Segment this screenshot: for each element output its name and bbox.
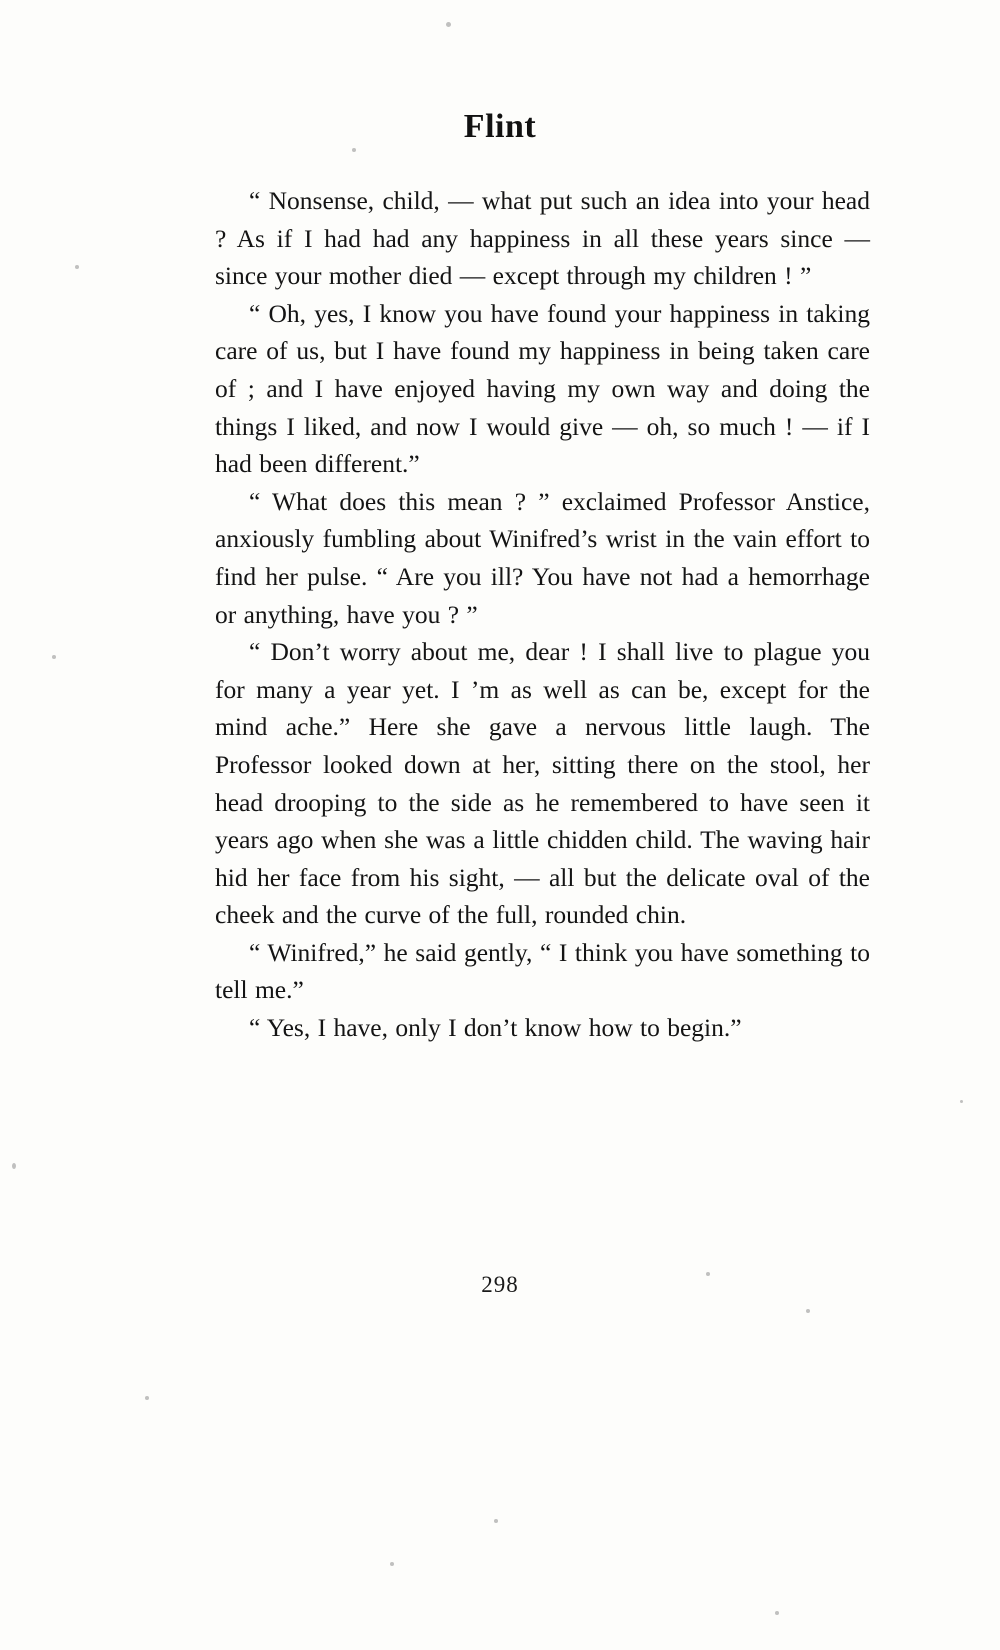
scan-speck [806, 1309, 810, 1313]
scan-speck [75, 265, 79, 269]
scan-speck [352, 148, 356, 152]
scan-speck [706, 1272, 710, 1276]
paragraph: “ Don’t worry about me, dear ! I shall live to plague you for many a year yet. I ’m as well as can be, except for the mind ache.” Here she gave a nervous little laugh. The Professor looked down at her, sitting there on the stool, her head drooping to the side as he remembered to have seen it years ago when she was a little chidden child. The waving hair hid her face from his sight, — all but the delicate oval of the cheek and the curve of the full, rounded chin. [215, 637, 870, 930]
paragraph: “ What does this mean ? ” exclaimed Professor Anstice, anxiously fumbling about Winifred’s wrist in the vain effort to find her pulse. “ Are you ill? You have not had a hemorrhage or anything, have you ? ” [215, 486, 870, 629]
scan-speck [960, 1100, 963, 1103]
paragraph: “ Yes, I have, only I don’t know how to begin.” [249, 1013, 742, 1043]
scan-speck [12, 1163, 16, 1169]
running-head: Flint [463, 108, 537, 145]
paragraph: “ Oh, yes, I know you have found your happiness in taking care of us, but I have found my happiness in being taken care of ; and I have enjoyed having my own way and doing the things I liked, and now I would give — oh, so much ! — if I had been different.” [215, 298, 870, 479]
paragraph: “ Nonsense, child, — what put such an idea into your head ? As if I had had any happiness in all these years since — since your mother died — except through my children ! ” [215, 186, 870, 291]
page-number: 298 [481, 1272, 519, 1297]
scan-speck [494, 1519, 498, 1523]
page-body [215, 182, 870, 1047]
scan-speck [390, 1562, 394, 1566]
scan-speck [775, 1611, 779, 1615]
scan-speck [145, 1396, 149, 1400]
paragraph: “ Winifred,” he said gently, “ I think you have something to tell me.” [215, 937, 870, 1005]
scan-speck [446, 22, 451, 27]
scan-speck [52, 655, 56, 659]
